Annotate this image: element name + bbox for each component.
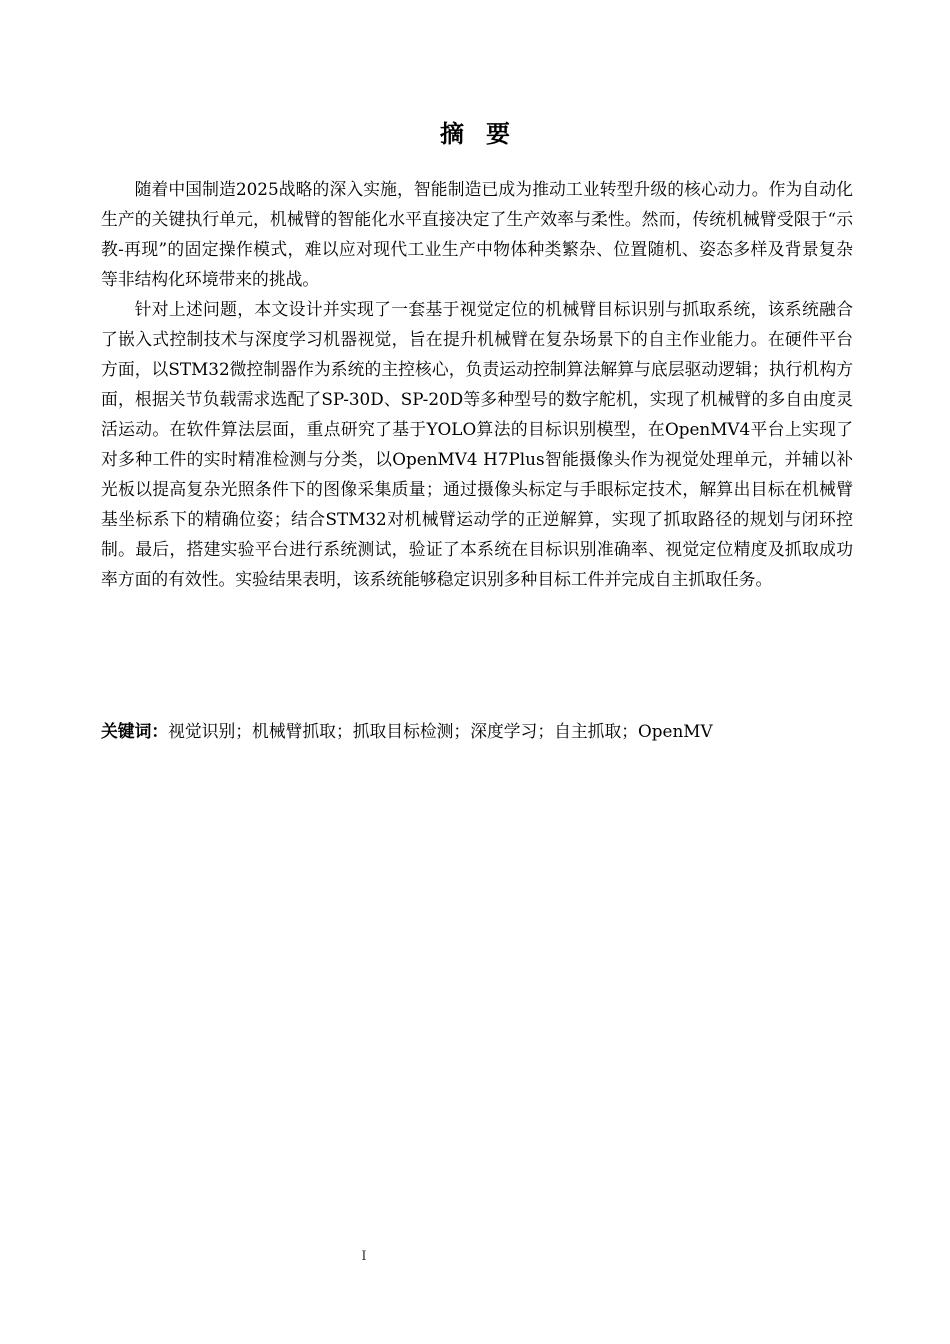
page-number: I [361, 1249, 367, 1264]
abstract-title: 摘要 [440, 120, 532, 148]
keywords-label: 关键词： [101, 721, 169, 741]
abstract-paragraph-2: 针对上述问题，本文设计并实现了一套基于视觉定位的机械臂目标识别与抓取系统，该系统融合了嵌入式控制技术与深度学习机器视觉，旨在提升机械臂在复杂场景下的自主作业能力。在硬件平台方面，以STM32微控制器作为系统的主控核心，负责运动控制算法解算与底层驱动逻辑；执行机构方面，根据关节负载需求选配了SP-30D、SP-20D等多种型号的数字舵机，实现了机械臂的多自由度灵活运动。在软件算法层面，重点研究了基于YOLO算法的目标识别模型，在OpenMV4平台上实现了对多种工件的实时精准检测与分类，以OpenMV4 H7Plus智能摄像头作为视觉处理单元，并辅以补光板以提高复杂光照条件下的图像采集质量；通过摄像头标定与手眼标定技术，解算出目标在机械臂基坐标系下的精确位姿；结合STM32对机械臂运动学的正逆解算，实现了抓取路径的规划与闭环控制。最后，搭建实验平台进行系统测试，验证了本系统在目标识别准确率、视觉定位精度及抓取成功率方面的有效性。实验结果表明，该系统能够稳定识别多种目标工件并完成自主抓取任务。 [101, 299, 853, 589]
abstract-body [101, 174, 853, 594]
keywords-line [101, 716, 853, 746]
keywords-text: 视觉识别；机械臂抓取；抓取目标检测；深度学习；自主抓取；OpenMV [168, 721, 713, 741]
abstract-paragraph-1: 随着中国制造2025战略的深入实施，智能制造已成为推动工业转型升级的核心动力。作为自动化生产的关键执行单元，机械臂的智能化水平直接决定了生产效率与柔性。然而，传统机械臂受限于“示教-再现”的固定操作模式，难以应对现代工业生产中物体种类繁杂、位置随机、姿态多样及背景复杂等非结构化环境带来的挑战。 [101, 179, 853, 289]
